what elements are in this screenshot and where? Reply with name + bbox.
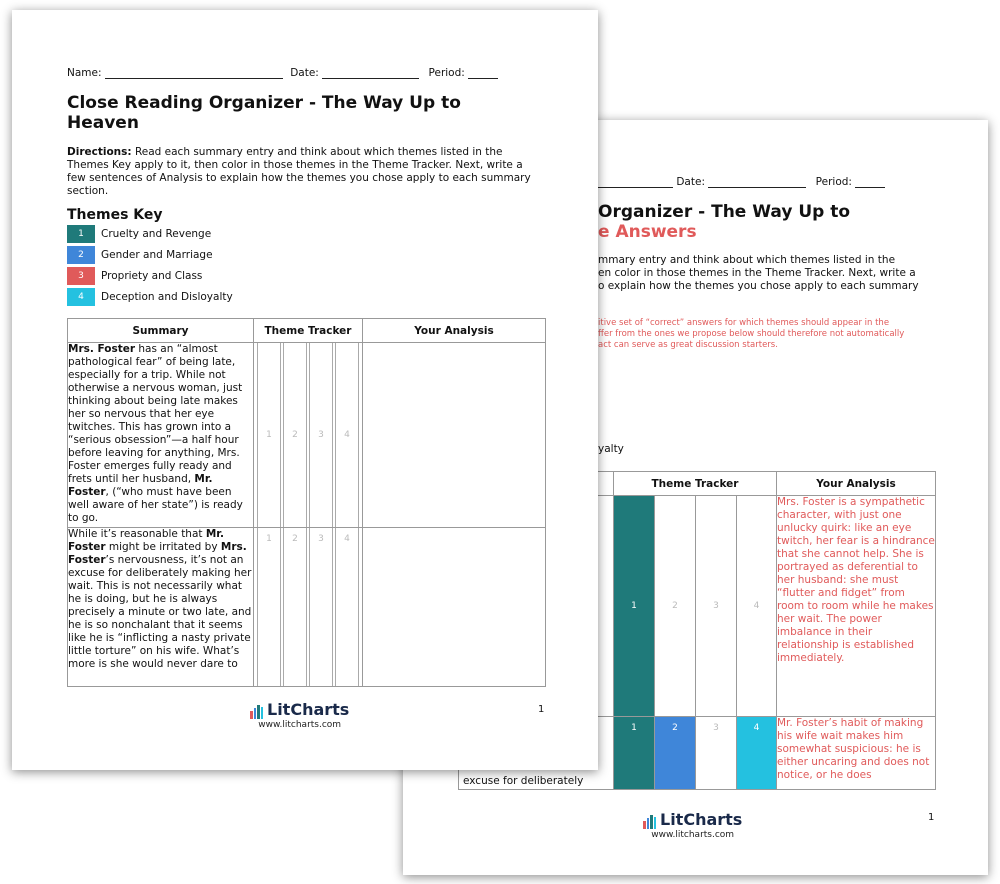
table-row xyxy=(68,343,546,528)
litcharts-bars-icon xyxy=(250,700,264,719)
theme-key-item: 1 Cruelty and Revenge xyxy=(67,225,211,243)
tracker-box-3[interactable]: 3 xyxy=(696,717,737,789)
tracker-box-2[interactable]: 2 xyxy=(655,496,696,716)
tracker-box-3[interactable]: 3 xyxy=(696,496,737,716)
organizer-table xyxy=(67,318,546,687)
table-row xyxy=(68,528,546,687)
period-blank xyxy=(855,176,885,188)
theme-tracker-cell xyxy=(614,496,777,717)
tracker-box-4[interactable]: 4 xyxy=(737,717,776,789)
page-number: 1 xyxy=(928,812,935,823)
tracker-box-1[interactable]: 1 xyxy=(257,343,281,527)
tracker-box-4[interactable]: 4 xyxy=(335,343,359,527)
period-blank xyxy=(468,67,498,79)
tracker-box-3[interactable]: 3 xyxy=(309,343,333,527)
theme-tracker-cell xyxy=(614,717,777,790)
date-label: Date: xyxy=(290,67,319,79)
date-blank xyxy=(708,176,806,188)
theme-swatch: 3 xyxy=(67,267,95,285)
theme-tracker-header: Theme Tracker xyxy=(614,472,777,496)
summary-cell xyxy=(68,343,254,528)
answers-subtitle: e Answers xyxy=(598,222,697,242)
site-url: www.litcharts.com xyxy=(651,830,735,840)
theme-key-item: 4 Deception and Disloyalty xyxy=(67,288,233,306)
tracker-box-1[interactable]: 1 xyxy=(257,528,281,686)
summary-text: Mrs. Foster has an “almost pathological fear” of being late, especially for a trip. While not otherwise a nervous woman, just thinking about being late makes her so nervous that her eye twitches. This has grown into a “serious obsession”—a half hour before leaving for anything, Mrs. Foster emerges fully ready and frets until her husband, Mr. Foster, (“who must have been well aware of her state”) is ready to go. xyxy=(68,343,243,524)
theme-tracker-header: Theme Tracker xyxy=(254,319,363,343)
name-blank xyxy=(598,176,673,188)
tracker-box-2[interactable]: 2 xyxy=(655,717,696,789)
worksheet-page xyxy=(12,10,598,770)
themes-key-title: Themes Key xyxy=(67,207,163,223)
analysis-header: Your Analysis xyxy=(363,319,546,343)
litcharts-logo: LitCharts www.litcharts.com xyxy=(250,700,349,730)
theme-swatch: 1 xyxy=(67,225,95,243)
theme-key-fragment: yalty xyxy=(598,443,624,455)
litcharts-logo: LitCharts www.litcharts.com xyxy=(643,810,742,840)
analysis-input[interactable] xyxy=(363,343,546,528)
theme-tracker-cell xyxy=(254,528,363,687)
analysis-answer: Mrs. Foster is a sympathetic character, with just one unlucky quirk: like an eye twitch, her fear is a hindrance that she cannot help. She is portrayed as deferential to her husband: she must “flutter and fidget” from room to room while he makes her wait. The power imbalance in their relationship is established immediately. xyxy=(777,496,936,717)
summary-cell xyxy=(68,528,254,687)
summary-header: Summary xyxy=(68,319,254,343)
name-label: Name: xyxy=(67,67,102,79)
theme-key-item: 2 Gender and Marriage xyxy=(67,246,213,264)
directions: Directions: Read each summary entry and think about which themes listed in the Themes Key apply to it, then color in those themes in the Theme Tracker. Next, write a few sentences of Analysis to explain how the themes you chose apply to each summary section. xyxy=(67,146,531,197)
tracker-box-1[interactable]: 1 xyxy=(614,496,655,716)
directions: mmary entry and think about which themes listed in the en color in those themes in the Theme Tracker. Next, write a o explain how the themes you chose apply to each summary xyxy=(598,254,919,292)
header-line xyxy=(67,67,498,79)
theme-tracker-cell xyxy=(254,343,363,528)
analysis-answer: Mr. Foster’s habit of making his wife wait makes him somewhat suspicious: he is either uncaring and does not notice, or he does xyxy=(777,717,936,790)
tracker-box-3[interactable]: 3 xyxy=(309,528,333,686)
date-label: Date: xyxy=(676,176,705,188)
theme-swatch: 4 xyxy=(67,288,95,306)
analysis-header: Your Analysis xyxy=(777,472,936,496)
period-label: Period: xyxy=(815,176,852,188)
litcharts-bars-icon xyxy=(643,810,657,829)
tracker-box-4[interactable]: 4 xyxy=(753,601,760,611)
site-url: www.litcharts.com xyxy=(258,720,342,730)
page-title: Organizer - The Way Up to e Answers xyxy=(598,202,851,242)
answer-note: itive set of “correct” answers for which themes should appear in the ffer from the ones we propose below should therefore not automatically act can serve as great discussion starters. xyxy=(598,318,905,350)
theme-swatch: 2 xyxy=(67,246,95,264)
tracker-box-4[interactable]: 4 xyxy=(335,528,359,686)
period-label: Period: xyxy=(428,67,465,79)
summary-text: While it’s reasonable that Mr. Foster might be irritated by Mrs. Foster’s nervousness, it’s not an excuse for deliberately making her wait. This is not necessarily what he is doing, but he is always precisely a minute or two late, and he is so nonchalant that it seems like he is “inflicting a nasty private little torture” on his wife. What’s more is she would never dare to xyxy=(68,528,252,670)
tracker-box-2[interactable]: 2 xyxy=(283,528,307,686)
tracker-box-1[interactable]: 1 xyxy=(614,717,655,789)
date-blank xyxy=(322,67,419,79)
page-title: Close Reading Organizer - The Way Up to Heaven xyxy=(67,93,461,133)
name-blank xyxy=(105,67,283,79)
page-number: 1 xyxy=(538,704,545,715)
header-line xyxy=(598,176,885,188)
tracker-box-2[interactable]: 2 xyxy=(283,343,307,527)
analysis-input[interactable] xyxy=(363,528,546,687)
theme-key-item: 3 Propriety and Class xyxy=(67,267,202,285)
summary-cell: excuse for deliberately xyxy=(459,717,614,790)
